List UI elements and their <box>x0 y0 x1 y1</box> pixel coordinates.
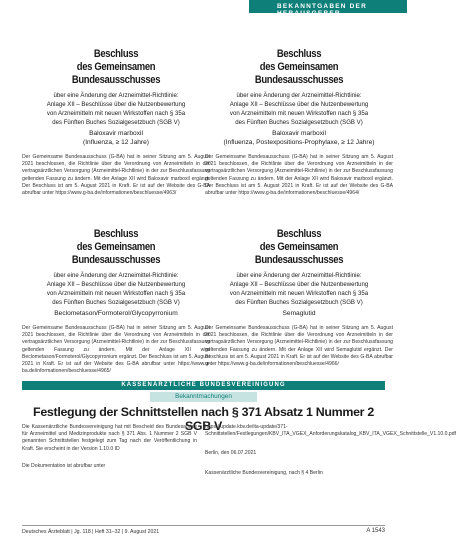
block-title-line2: des Gemeinsamen Bundesausschusses <box>71 241 161 266</box>
drug-line: Baloxavir marboxil <box>89 130 143 137</box>
section-left-body: Die Kassenärztliche Bundesvereinigung hat mit Bescheid des Bundesamtes für Arzneimittel und Medizinprodukte nach § 371 Abs. 1 Nummer 2 SGB V genannten Schnittstellen festgelegt zum Tag nach der Veröffentlichung in Kraft. Sie erscheint in der Version 1.10.0 ID <box>22 424 197 452</box>
subtitle-line: von Arzneimitteln mit neuen Wirkstoffen nach § 35a <box>229 290 369 297</box>
block-subtitle <box>30 271 203 307</box>
block-subtitle <box>213 91 386 127</box>
block-subtitle <box>30 91 203 127</box>
block-title-line2: des Gemeinsamen Bundesausschusses <box>254 241 344 266</box>
block-body: Der Gemeinsame Bundesausschuss (G-BA) hat in seiner Sitzung am 5. August 2021 beschlossen, die Richtlinie über die Verordnung von Arzneimitteln in der vertragsärztlichen Versorgung (Arzneimittel-Richtlinie) in der zur Beschlussfassung geltenden Fassung zu ändern. Mit der Anlage XII wird Semaglutid ergänzt. Der Beschluss ist am 5. August 2021 in Kraft. Er ist auf der Website des G-BA abrufbar unter https://www.g-ba.de/informationen/beschluesse/4966/ <box>205 325 393 368</box>
resolution-block-3 <box>22 228 210 375</box>
subtitle-line: Anlage XII – Beschlüsse über die Nutzenbewertung <box>229 281 369 288</box>
section-left-text <box>22 424 197 470</box>
subtitle-line: des Fünften Buches Sozialgesetzbuch (SGB V) <box>52 299 180 306</box>
section-right-signature: Kassenärztliche Bundesvereinigung, nach § 4 Berlin <box>205 469 323 476</box>
section-left-foot: Die Dokumentation ist abrufbar unter <box>22 462 106 469</box>
block-title: Beschluss <box>276 228 322 240</box>
subtitle-line: des Fünften Buches Sozialgesetzbuch (SGB V) <box>235 119 363 126</box>
section-bar-title: KASSENÄRZTLICHE BUNDESVEREINIGUNG <box>121 382 286 388</box>
drug-name <box>205 129 393 147</box>
section-right-date: Berlin, den 06.07.2021 <box>205 450 257 457</box>
header-banner <box>249 0 407 17</box>
subtitle-line: des Fünften Buches Sozialgesetzbuch (SGB V) <box>52 119 180 126</box>
drug-line: Semaglutid <box>282 310 316 317</box>
subtitle-line: über eine Änderung der Arzneimittel-Richtlinie: <box>53 92 179 99</box>
drug-line: Baloxavir marboxil <box>272 130 326 137</box>
subtitle-line: über eine Änderung der Arzneimittel-Richtlinie: <box>236 272 362 279</box>
footer-page-number: A 1543 <box>366 528 385 534</box>
subtitle-line: über eine Änderung der Arzneimittel-Richtlinie: <box>53 272 179 279</box>
resolution-block-1 <box>22 48 210 197</box>
section-right-link[interactable]: https://update.kbv.de/ita-update/371-Schnittstellen/Festlegungen/KBV_ITA_VGEX_Anforderungskatalog_KBV_ITA_VGEX_Schnittstelle_V1.10.0.pdf <box>205 424 456 438</box>
block-title-line2: des Gemeinsamen Bundesausschusses <box>71 61 161 86</box>
drug-name <box>22 309 210 318</box>
drug-indication: (Influenza, Postexpositions-Prophylaxe, ≥ 12 Jahre) <box>223 139 375 146</box>
block-subtitle <box>213 271 386 307</box>
block-title-line2: des Gemeinsamen Bundesausschusses <box>254 61 344 86</box>
drug-name <box>22 129 210 147</box>
block-body: Der Gemeinsame Bundesausschuss (G-BA) hat in seiner Sitzung am 5. August 2021 beschlossen, die Richtlinie über die Verordnung von Arzneimitteln in der vertragsärztlichen Versorgung (Arzneimittel-Richtlinie) in der zur Beschlussfassung geltenden Fassung zu ändern. Mit der Anlage XII wird Beclometason/Formoterol/Glycopyrronium ergänzt. Der Beschluss ist am 5. August 2021 in Kraft. Er ist auf der Website des G-BA abrufbar unter https://www.g-ba.de/informationen/beschluesse/4965/ <box>22 325 210 375</box>
subtitle-line: Anlage XII – Beschlüsse über die Nutzenbewertung <box>46 101 186 108</box>
drug-line: Beclometason/Formoterol/Glycopyrronium <box>54 310 178 317</box>
header-title: BEKANNTGABEN DER HERAUSGEBER <box>277 3 367 17</box>
block-title: Beschluss <box>93 48 139 60</box>
footer-journal: Deutsches Ärzteblatt | Jg. 118 | Heft 31–32 | 9. August 2021 <box>22 529 160 535</box>
drug-name <box>205 309 393 318</box>
block-title: Beschluss <box>276 48 322 60</box>
subtitle-line: von Arzneimitteln mit neuen Wirkstoffen nach § 35a <box>229 110 369 117</box>
subtitle-line: von Arzneimitteln mit neuen Wirkstoffen nach § 35a <box>46 290 186 297</box>
resolution-block-4 <box>205 228 393 368</box>
block-title: Beschluss <box>93 228 139 240</box>
subtitle-line: über eine Änderung der Arzneimittel-Richtlinie: <box>236 92 362 99</box>
section-bar <box>22 381 385 390</box>
section-label: Bekanntmachungen <box>150 392 257 402</box>
block-body: Der Gemeinsame Bundesausschuss (G-BA) hat in seiner Sitzung am 5. August 2021 beschlossen, die Richtlinie über die Verordnung von Arzneimitteln in der vertragsärztlichen Versorgung (Arzneimittel-Richtlinie) in der zur Beschlussfassung geltenden Fassung zu ändern. Mit der Anlage XII wird Baloxavir marboxil ergänzt. Der Beschluss ist am 5. August 2021 in Kraft. Er ist auf der Website des G-BA abrufbar unter https://www.g-ba.de/informationen/beschluesse/4964/ <box>205 154 393 197</box>
subtitle-line: des Fünften Buches Sozialgesetzbuch (SGB V) <box>235 299 363 306</box>
subtitle-line: von Arzneimitteln mit neuen Wirkstoffen nach § 35a <box>46 110 186 117</box>
drug-indication: (Influenza, ≥ 12 Jahre) <box>83 139 149 146</box>
subtitle-line: Anlage XII – Beschlüsse über die Nutzenbewertung <box>229 101 369 108</box>
resolution-block-2 <box>205 48 393 197</box>
section-right-text <box>205 424 456 477</box>
footer-divider <box>22 525 385 526</box>
block-body: Der Gemeinsame Bundesausschuss (G-BA) hat in seiner Sitzung am 5. August 2021 beschlossen, die Richtlinie über die Verordnung von Arzneimitteln in der vertragsärztlichen Versorgung (Arzneimittel-Richtlinie) in der zur Beschlussfassung geltenden Fassung zu ändern. Mit der Anlage XII wird Baloxavir marboxil ergänzt. Der Beschluss ist am 5. August 2021 in Kraft. Er ist auf der Website des G-BA abrufbar unter https://www.g-ba.de/informationen/beschluesse/4963/ <box>22 154 210 197</box>
subtitle-line: Anlage XII – Beschlüsse über die Nutzenbewertung <box>46 281 186 288</box>
section-title: Festlegung der Schnittstellen nach § 371 Absatz 1 Nummer 2 SGB V <box>33 405 374 433</box>
